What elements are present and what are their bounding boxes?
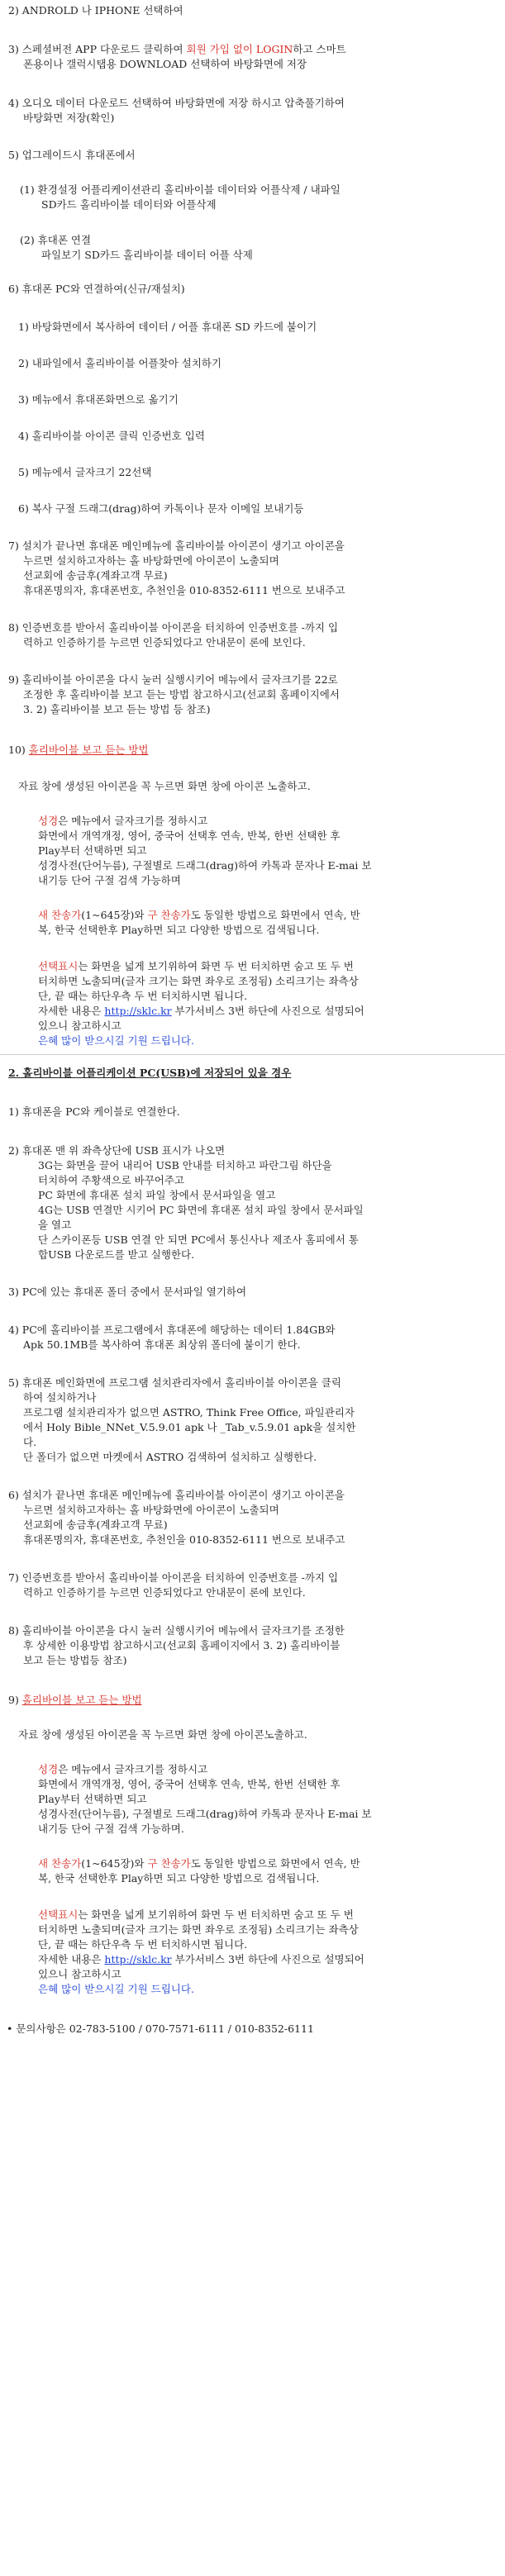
text-segment: 새 찬송가 bbox=[38, 909, 82, 921]
text-segment: 터치하면 노출되며(글자 크기는 화면 좌우로 조정됨) 소리크기는 좌측상 bbox=[38, 975, 359, 987]
text-segment: Play부터 선택하면 되고 bbox=[38, 1793, 147, 1805]
text-line bbox=[8, 744, 149, 757]
text-segment: 내기등 단어 구절 검색 가능하며. bbox=[38, 1823, 184, 1835]
text-segment: 력하고 인증하기를 누르면 인증되었다고 안내문이 론에 보인다. bbox=[23, 636, 306, 649]
text-segment: 화면에서 개역개정, 영어, 중국어 선택후 연속, 반복, 한번 선택한 후 bbox=[38, 829, 341, 842]
text-line bbox=[18, 357, 222, 370]
text-line bbox=[8, 1144, 225, 1157]
text-line bbox=[38, 1219, 71, 1232]
text-segment: 단, 끝 때는 하단우측 두 번 터치하시면 됩니다. bbox=[38, 1938, 248, 1951]
text-segment: 성경 bbox=[38, 815, 59, 827]
text-segment: 3) 메뉴에서 휴대폰화면으로 옮기기 bbox=[18, 393, 179, 406]
text-line bbox=[38, 815, 207, 828]
text-segment: 선교회에 송금후(계좌고객 무료) bbox=[23, 569, 168, 582]
text-line bbox=[38, 1204, 364, 1217]
text-segment: 7) 인증번호를 받아서 홀리바이블 아이콘을 터치하여 인증번호를 -까지 입 bbox=[8, 1571, 339, 1584]
text-line bbox=[38, 1823, 184, 1836]
text-segment: 4) PC에 홀리바이블 프로그램에서 휴대폰에 해당하는 데이터 1.84GB와 bbox=[8, 1324, 336, 1336]
text-segment: 누르면 설치하고자하는 홀 바탕화면에 아이콘이 노출되며 bbox=[23, 554, 279, 567]
text-segment: 6) 설치가 끝나면 휴대폰 메인메뉴에 홀리바이블 아이콘이 생기고 아이콘을 bbox=[8, 1489, 345, 1501]
text-segment: 선택표시 bbox=[38, 960, 79, 972]
text-segment: 있으니 참고하시고 bbox=[38, 1968, 121, 1980]
text-segment: 성경사전(단어누름), 구절별로 드래그(drag)하여 카톡과 문자나 E-mai 보 bbox=[38, 859, 372, 872]
text-segment: 누르면 설치하고자하는 홀 바탕화면에 아이콘이 노출되며 bbox=[23, 1504, 279, 1516]
text-line bbox=[38, 1857, 360, 1870]
text-segment: 단 폴더가 없으면 마켓에서 ASTRO 검색하여 설치하고 실행한다. bbox=[23, 1451, 317, 1463]
text-line bbox=[18, 466, 151, 479]
text-segment: 자세한 내용은 bbox=[38, 1953, 105, 1965]
text-line bbox=[23, 1406, 355, 1419]
text-segment: 다. bbox=[23, 1436, 37, 1448]
text-line bbox=[38, 1983, 194, 1996]
text-line bbox=[38, 1233, 359, 1247]
text-line bbox=[18, 502, 303, 516]
text-line bbox=[23, 1654, 126, 1667]
text-line bbox=[23, 58, 307, 71]
text-segment: 도 동일한 방법으로 화면에서 연속, 반 bbox=[190, 1857, 360, 1870]
text-segment: 휴대폰명의자, 휴대폰번호, 추천인을 010-8352-6111 번으로 보내주고 bbox=[23, 1533, 345, 1546]
text-line bbox=[18, 393, 179, 406]
text-line bbox=[23, 1504, 279, 1517]
text-line bbox=[23, 1639, 340, 1652]
text-segment: 자료 창에 생성된 아이콘을 꼭 누르면 화면 창에 아이콘노출하고. bbox=[18, 1728, 307, 1741]
text-segment: 3. 2) 홀리바이블 보고 듣는 방법 등 참조) bbox=[23, 703, 211, 715]
text-line bbox=[18, 430, 205, 443]
text-segment: 10) bbox=[8, 744, 29, 756]
text-line bbox=[38, 1923, 359, 1937]
text-segment: 6) 복사 구절 드래그(drag)하여 카톡이나 문자 이메일 보내기등 bbox=[18, 502, 304, 515]
text-segment: Play부터 선택하면 되고 bbox=[38, 844, 147, 857]
text-line bbox=[8, 621, 338, 634]
text-line bbox=[8, 1376, 341, 1390]
text-segment: 도 동일한 방법으로 화면에서 연속, 반 bbox=[190, 909, 360, 921]
text-segment: Apk 50.1MB를 복사하여 휴대폰 최상위 폴더에 붙이기 한다. bbox=[23, 1338, 301, 1351]
text-line bbox=[8, 1624, 345, 1637]
text-line bbox=[23, 1421, 355, 1434]
text-segment: 은 메뉴에서 글자크기를 정하시고 bbox=[58, 1763, 208, 1775]
text-segment: 9) bbox=[8, 1694, 22, 1706]
text-segment: 홀리바이블 보고 듣는 방법 bbox=[28, 744, 149, 756]
text-segment: 1) 휴대폰을 PC와 케이블로 연결한다. bbox=[8, 1105, 180, 1118]
text-segment: (2) 휴대폰 연결 bbox=[20, 234, 92, 246]
text-line bbox=[23, 1586, 306, 1599]
text-segment: 바탕화면 저장(확인) bbox=[23, 112, 115, 124]
text-line bbox=[38, 1793, 146, 1806]
text-segment: 터치하면 노출되며(글자 크기는 화면 좌우로 조정됨) 소리크기는 좌측상 bbox=[38, 1923, 359, 1936]
text-segment: 5) 업그레이드시 휴대폰에서 bbox=[8, 149, 136, 161]
text-segment: • 문의사항은 02-783-5100 / 070-7571-6111 / 010-8352-6111 bbox=[7, 2022, 314, 2035]
text-segment: 3G는 화면을 끌어 내리어 USB 안내를 터치하고 파란그림 하단을 bbox=[38, 1159, 332, 1172]
text-line bbox=[8, 1489, 345, 1502]
text-line bbox=[38, 1953, 364, 1966]
text-segment: 파일보기 SD카드 홀리바이블 데이터 어플 삭제 bbox=[41, 249, 253, 261]
text-segment: 2) 휴대폰 맨 위 좌측상단에 USB 표시가 나오면 bbox=[8, 1144, 226, 1157]
text-segment: 내기등 단어 구절 검색 가능하며 bbox=[38, 874, 181, 886]
text-segment: 화면에서 개역개정, 영어, 중국어 선택후 연속, 반복, 한번 선택한 후 bbox=[38, 1778, 341, 1790]
homepage-link[interactable]: http://sklc.kr bbox=[104, 1953, 172, 1965]
text-segment: 구 찬송가 bbox=[147, 909, 191, 921]
text-segment: 3) PC에 있는 휴대폰 폴더 중에서 문서파일 열기하여 bbox=[8, 1286, 247, 1298]
text-line bbox=[23, 1519, 168, 1532]
text-line bbox=[23, 584, 345, 597]
text-line bbox=[8, 283, 185, 296]
text-segment: 단, 끝 때는 하단우측 두 번 터치하시면 됩니다. bbox=[38, 990, 248, 1002]
text-line bbox=[23, 703, 211, 716]
text-line bbox=[23, 1436, 36, 1449]
text-line bbox=[23, 1451, 317, 1464]
text-segment: 조정한 후 홀리바이블 보고 듣는 방법 참고하시고(선교회 홈페이지에서 bbox=[23, 688, 340, 701]
text-segment: PC 화면에 휴대폰 설치 파일 창에서 문서파일을 열고 bbox=[38, 1189, 276, 1201]
text-line bbox=[8, 149, 136, 162]
text-line bbox=[23, 112, 114, 125]
text-segment: 보고 듣는 방법등 참조) bbox=[23, 1654, 127, 1666]
text-line bbox=[8, 1694, 142, 1707]
text-segment: 부가서비스 3번 하단에 사진으로 설명되어 bbox=[171, 1005, 364, 1017]
text-segment: 는 화면을 넓게 보기위하여 화면 두 번 터치하면 숨고 또 두 번 bbox=[78, 960, 354, 972]
text-line bbox=[8, 4, 183, 17]
text-segment: 4) 홀리바이블 아이콘 클릭 인증번호 입력 bbox=[18, 430, 205, 442]
text-segment: 구 찬송가 bbox=[147, 1857, 191, 1870]
text-line bbox=[23, 554, 279, 568]
text-segment: 는 화면을 넓게 보기위하여 화면 두 번 터치하면 숨고 또 두 번 bbox=[78, 1908, 354, 1921]
text-segment: (1~645장)와 bbox=[81, 909, 148, 921]
section-divider bbox=[0, 1054, 505, 1055]
text-segment: 터치하여 주황색으로 바꾸어주고 bbox=[38, 1174, 184, 1186]
text-line bbox=[41, 249, 253, 262]
text-line bbox=[38, 1778, 341, 1791]
text-line bbox=[38, 829, 341, 843]
text-segment: 자료 창에 생성된 아이콘을 꼭 누르면 화면 창에 아이콘 노출하고. bbox=[18, 780, 311, 792]
text-line bbox=[38, 1159, 332, 1172]
text-line bbox=[38, 1034, 194, 1048]
text-line bbox=[38, 975, 359, 988]
text-segment: 5) 휴대폰 메인화면에 프로그램 설치관리자에서 홀리바이블 아이콘을 클릭 bbox=[8, 1376, 341, 1389]
text-line bbox=[8, 1067, 291, 1080]
text-line bbox=[23, 1391, 97, 1404]
text-segment: 후 상세한 이용방법 참고하시고(선교회 홈페이지에서 3. 2) 홀리바이블 bbox=[23, 1639, 341, 1652]
text-line bbox=[38, 874, 181, 887]
text-segment: 성경 bbox=[38, 1763, 59, 1775]
text-line bbox=[7, 2022, 314, 2036]
text-line bbox=[38, 1808, 371, 1821]
text-line bbox=[20, 183, 341, 197]
text-segment: 선택표시 bbox=[38, 1908, 79, 1921]
text-segment: 8) 홀리바이블 아이콘을 다시 눌러 실행시키어 메뉴에서 글자크기를 조정한 bbox=[8, 1624, 345, 1637]
text-segment: 단 스카이폰등 USB 연결 안 되면 PC에서 통신사나 제조사 홈피에서 통 bbox=[38, 1233, 359, 1246]
text-segment: 7) 설치가 끝나면 휴대폰 메인메뉴에 홀리바이블 아이콘이 생기고 아이콘을 bbox=[8, 539, 345, 552]
text-segment: 력하고 인증하기를 누르면 인증되었다고 안내문이 론에 보인다. bbox=[23, 1586, 306, 1599]
text-segment: 2. 홀리바이블 어플리케이션 PC(USB)에 저장되어 있을 경우 bbox=[8, 1067, 292, 1079]
text-line bbox=[8, 1324, 335, 1337]
text-line bbox=[38, 990, 247, 1003]
text-segment: 새 찬송가 bbox=[38, 1857, 82, 1870]
text-line bbox=[38, 1763, 207, 1776]
text-segment: 자세한 내용은 bbox=[38, 1005, 105, 1017]
text-segment: 은 메뉴에서 글자크기를 정하시고 bbox=[58, 815, 208, 827]
text-segment: 3) 스페셜버전 APP 다운로드 클릭하여 bbox=[8, 43, 187, 55]
text-line bbox=[8, 539, 345, 553]
text-segment: 은혜 많이 받으시길 기원 드립니다. bbox=[38, 1034, 194, 1047]
text-segment: 하여 설치하거나 bbox=[23, 1391, 97, 1404]
text-segment: 휴대폰명의자, 휴대폰번호, 추천인을 010-8352-6111 번으로 보내주고 bbox=[23, 584, 345, 596]
text-line bbox=[8, 43, 346, 56]
text-segment: 9) 홀리바이블 아이콘을 다시 눌러 실행시키어 메뉴에서 글자크기를 22로 bbox=[8, 673, 338, 686]
text-segment: 복, 한국 선택한후 Play하면 되고 다양한 방법으로 검색됩니다. bbox=[38, 924, 320, 936]
text-segment: 프로그램 설치관리자가 없으면 ASTRO, Think Free Office, 파일관리자 bbox=[23, 1406, 355, 1419]
text-segment: 은혜 많이 받으시길 기원 드립니다. bbox=[38, 1983, 194, 1995]
text-line bbox=[8, 1571, 338, 1585]
text-segment: 6) 휴대폰 PC와 연결하여(신규/재설치) bbox=[8, 283, 185, 295]
text-line bbox=[8, 673, 338, 687]
text-line bbox=[18, 321, 317, 334]
text-line bbox=[38, 924, 319, 937]
text-line bbox=[18, 1728, 307, 1742]
text-line bbox=[8, 1286, 246, 1299]
text-segment: 선교회에 송금후(계좌고객 무료) bbox=[23, 1519, 168, 1531]
text-segment: (1) 환경설정 어플리케이션관리 홀리바이블 데이터와 어플삭제 / 내파일 bbox=[20, 183, 341, 196]
text-line bbox=[38, 1908, 354, 1922]
text-segment: SD카드 홀리바이블 데이터와 어플삭제 bbox=[41, 198, 217, 211]
text-line bbox=[38, 1872, 319, 1885]
text-line bbox=[38, 1248, 194, 1262]
text-segment: 4) 오디오 데이터 다운로드 선택하여 바탕화면에 저장 하시고 압축풀기하여 bbox=[8, 97, 345, 109]
text-segment: 8) 인증번호를 받아서 홀리바이블 아이콘을 터치하여 인증번호를 -까지 입 bbox=[8, 621, 339, 634]
text-segment: 복, 한국 선택한후 Play하면 되고 다양한 방법으로 검색됩니다. bbox=[38, 1872, 320, 1884]
text-segment: (1~645장)와 bbox=[81, 1857, 148, 1870]
text-segment: 을 열고 bbox=[38, 1219, 72, 1231]
text-segment: 부가서비스 3번 하단에 사진으로 설명되어 bbox=[171, 1953, 364, 1965]
text-segment: 있으니 참고하시고 bbox=[38, 1019, 121, 1032]
text-line bbox=[23, 1533, 345, 1547]
text-line bbox=[23, 569, 168, 582]
text-line bbox=[38, 1938, 247, 1951]
text-line bbox=[18, 780, 311, 793]
text-segment: 4G는 USB 연결만 시키어 PC 화면에 휴대폰 설치 파일 창에서 문서파일 bbox=[38, 1204, 364, 1216]
text-line bbox=[38, 1005, 364, 1018]
text-line bbox=[41, 198, 217, 211]
text-line bbox=[8, 97, 345, 110]
text-line bbox=[38, 960, 354, 973]
text-line bbox=[38, 909, 360, 922]
text-line bbox=[23, 1338, 301, 1352]
text-line bbox=[38, 1968, 121, 1981]
text-segment: 2) ANDROLD 나 IPHONE 선택하여 bbox=[8, 4, 183, 17]
homepage-link[interactable]: http://sklc.kr bbox=[104, 1005, 172, 1017]
text-line bbox=[8, 1105, 180, 1119]
text-line bbox=[23, 688, 340, 701]
text-segment: 하고 스마트 bbox=[293, 43, 346, 55]
text-line bbox=[38, 1174, 184, 1187]
text-segment: 5) 메뉴에서 글자크기 22선택 bbox=[18, 466, 152, 478]
text-segment: 1) 바탕화면에서 복사하여 데이터 / 어플 휴대폰 SD 카드에 붙이기 bbox=[18, 321, 317, 333]
text-segment: 합USB 다운로드를 받고 실행한다. bbox=[38, 1248, 195, 1261]
text-line bbox=[38, 1019, 121, 1033]
text-segment: 홀리바이블 보고 듣는 방법 bbox=[21, 1694, 142, 1706]
text-segment: 에서 Holy Bible_NNet_V.5.9.01 apk 나 _Tab_v.5.9.01 apk을 설치한 bbox=[23, 1421, 356, 1433]
text-line bbox=[38, 1189, 275, 1202]
text-line bbox=[20, 234, 91, 247]
text-segment: 2) 내파일에서 홀리바이블 어플찾아 설치하기 bbox=[18, 357, 222, 369]
text-segment: 성경사전(단어누름), 구절별로 드래그(drag)하여 카톡과 문자나 E-mai 보 bbox=[38, 1808, 372, 1820]
text-line bbox=[23, 636, 306, 649]
text-segment: 폰용이나 갤럭시탭용 DOWNLOAD 선택하여 바탕화면에 저장 bbox=[23, 58, 307, 70]
text-segment: 회원 가입 없이 LOGIN bbox=[186, 43, 293, 55]
text-line bbox=[38, 844, 146, 858]
text-line bbox=[38, 859, 371, 872]
